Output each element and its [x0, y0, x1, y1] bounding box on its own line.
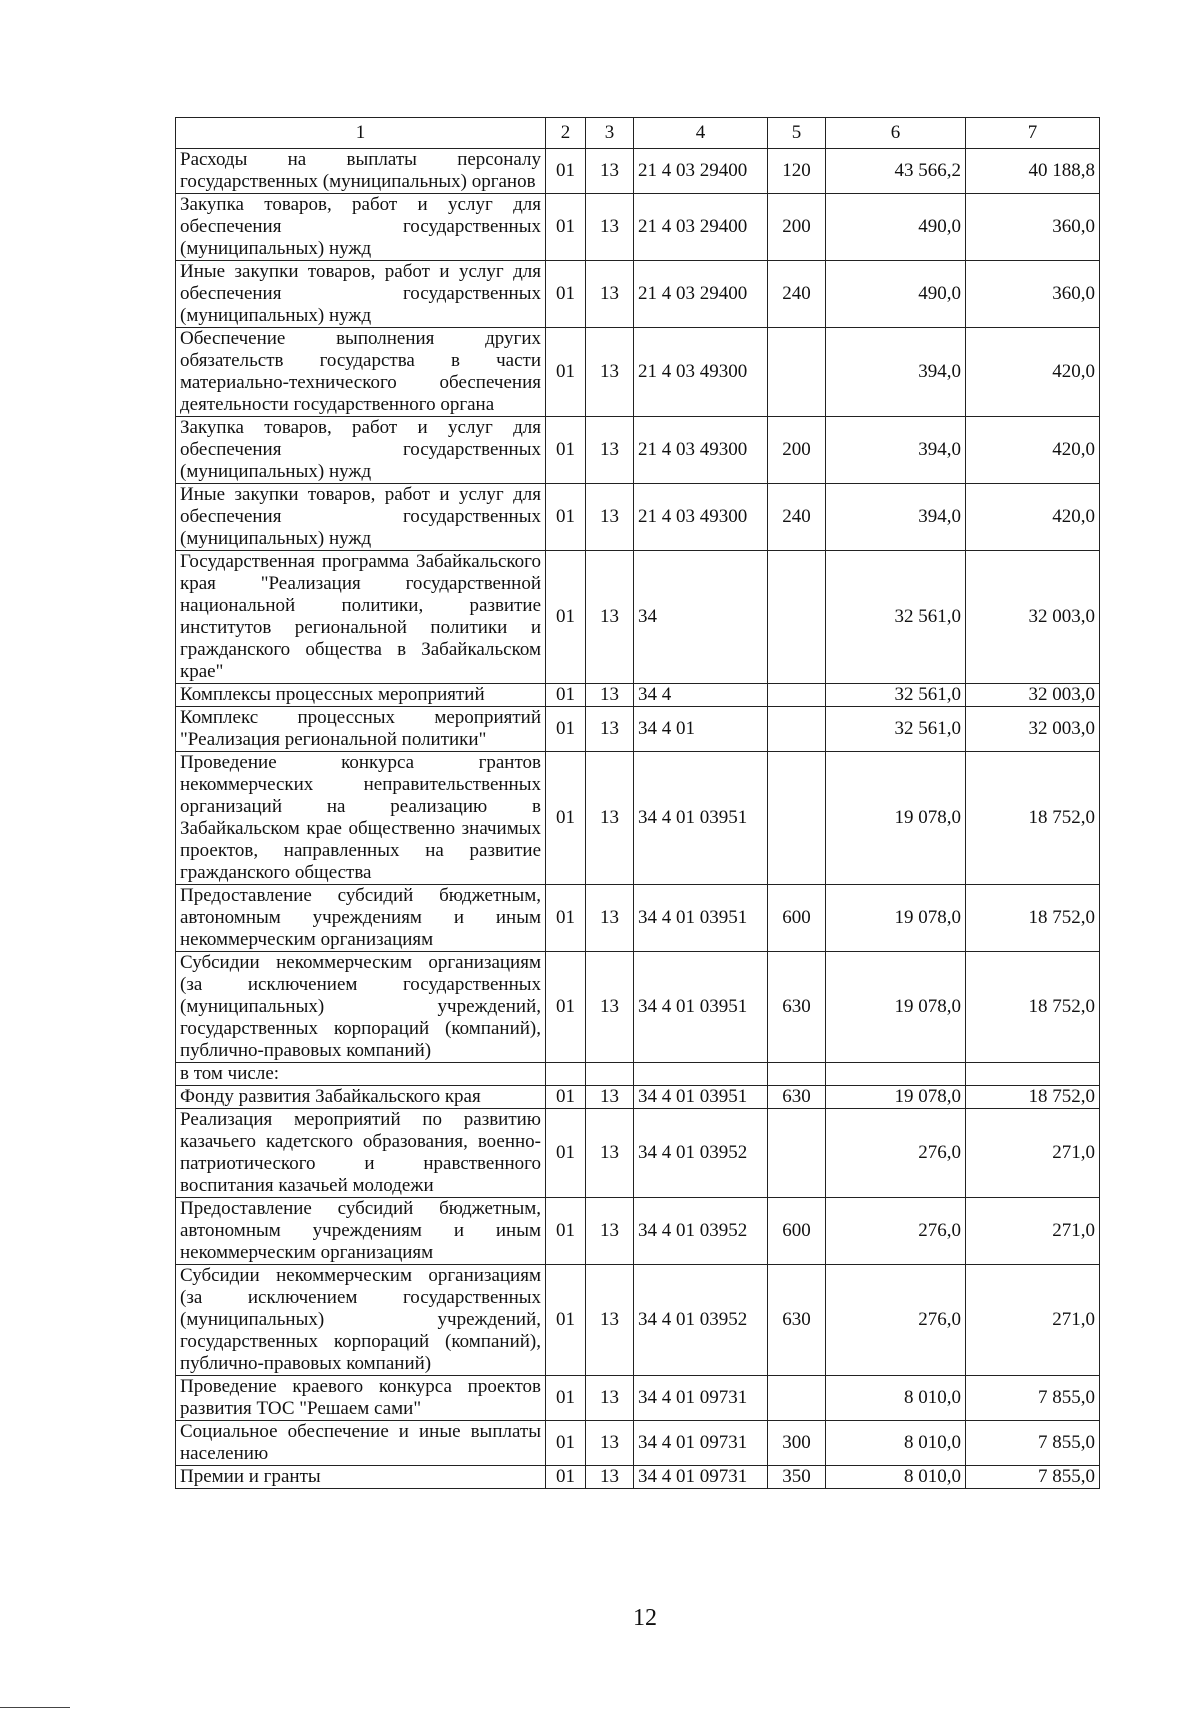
row-amount-col6: [826, 1063, 966, 1086]
row-section: 01: [546, 684, 586, 707]
row-amount-col6: 8 010,0: [826, 1376, 966, 1421]
row-expense-type: [768, 551, 826, 684]
row-section: 01: [546, 1109, 586, 1198]
row-amount-col7: 7 855,0: [966, 1466, 1100, 1489]
row-amount-col6: 276,0: [826, 1109, 966, 1198]
row-expense-type: 300: [768, 1421, 826, 1466]
row-name: Государственная программа Забайкальского края "Реализация государственной национальной политики, развитие институтов региональной политики и гражданского общества в Забайкальском крае": [176, 551, 546, 684]
row-target-code: 34 4: [634, 684, 768, 707]
row-target-code: 34 4 01 03952: [634, 1265, 768, 1376]
header-col-5: 5: [768, 118, 826, 149]
row-section: 01: [546, 1421, 586, 1466]
row-amount-col6: 32 561,0: [826, 684, 966, 707]
row-section: 01: [546, 952, 586, 1063]
row-expense-type: 120: [768, 149, 826, 194]
header-col-2: 2: [546, 118, 586, 149]
row-amount-col6: 32 561,0: [826, 707, 966, 752]
row-section: 01: [546, 707, 586, 752]
row-expense-type: [768, 707, 826, 752]
header-col-7: 7: [966, 118, 1100, 149]
margin-line: [0, 1707, 70, 1708]
table-row: [176, 1198, 1100, 1265]
row-expense-type: [768, 684, 826, 707]
row-amount-col7: 18 752,0: [966, 752, 1100, 885]
row-target-code: 21 4 03 49300: [634, 484, 768, 551]
row-section: 01: [546, 752, 586, 885]
row-amount-col6: 490,0: [826, 194, 966, 261]
row-subsection: 13: [586, 952, 634, 1063]
row-subsection: 13: [586, 1376, 634, 1421]
table-row: [176, 328, 1100, 417]
row-amount-col6: 19 078,0: [826, 885, 966, 952]
row-subsection: 13: [586, 752, 634, 885]
row-target-code: 21 4 03 29400: [634, 149, 768, 194]
row-name: Закупка товаров, работ и услуг для обеспечения государственных (муниципальных) нужд: [176, 417, 546, 484]
row-subsection: 13: [586, 684, 634, 707]
row-name: Иные закупки товаров, работ и услуг для обеспечения государственных (муниципальных) нужд: [176, 484, 546, 551]
row-name: Субсидии некоммерческим организациям (за исключением государственных (муниципальных) учреждений, государственных корпораций (компаний), публично-правовых компаний): [176, 1265, 546, 1376]
row-name: Иные закупки товаров, работ и услуг для обеспечения государственных (муниципальных) нужд: [176, 261, 546, 328]
row-name: Комплекс процессных мероприятий "Реализация региональной политики": [176, 707, 546, 752]
table-row: [176, 149, 1100, 194]
table-row: [176, 752, 1100, 885]
row-section: 01: [546, 484, 586, 551]
table-row: [176, 1466, 1100, 1489]
row-subsection: 13: [586, 149, 634, 194]
row-subsection: 13: [586, 194, 634, 261]
row-target-code: 34: [634, 551, 768, 684]
row-name: Субсидии некоммерческим организациям (за исключением государственных (муниципальных) учреждений, государственных корпораций (компаний), публично-правовых компаний): [176, 952, 546, 1063]
row-expense-type: 200: [768, 417, 826, 484]
row-expense-type: [768, 1376, 826, 1421]
row-amount-col6: 490,0: [826, 261, 966, 328]
header-col-4: 4: [634, 118, 768, 149]
row-amount-col6: 394,0: [826, 484, 966, 551]
row-name: Фонду развития Забайкальского края: [176, 1086, 546, 1109]
row-target-code: 34 4 01: [634, 707, 768, 752]
row-amount-col6: 394,0: [826, 328, 966, 417]
table-header-row: [176, 118, 1100, 149]
row-expense-type: [768, 752, 826, 885]
row-expense-type: 600: [768, 885, 826, 952]
row-amount-col6: 276,0: [826, 1198, 966, 1265]
row-target-code: 21 4 03 29400: [634, 261, 768, 328]
row-amount-col6: 19 078,0: [826, 752, 966, 885]
row-target-code: 34 4 01 09731: [634, 1376, 768, 1421]
row-section: 01: [546, 1376, 586, 1421]
row-expense-type: 630: [768, 1265, 826, 1376]
row-subsection: 13: [586, 1466, 634, 1489]
page-number: 12: [633, 1605, 657, 1631]
table-row: [176, 684, 1100, 707]
row-section: 01: [546, 1265, 586, 1376]
table-row: [176, 484, 1100, 551]
row-name: Проведение краевого конкурса проектов развития ТОС "Решаем сами": [176, 1376, 546, 1421]
row-target-code: 21 4 03 49300: [634, 328, 768, 417]
row-section: 01: [546, 1466, 586, 1489]
row-name: Проведение конкурса грантов некоммерческих неправительственных организаций на реализацию в Забайкальском крае общественно значимых проектов, направленных на развитие гражданского общества: [176, 752, 546, 885]
row-target-code: 34 4 01 03951: [634, 885, 768, 952]
row-target-code: 34 4 01 03951: [634, 1086, 768, 1109]
row-expense-type: 350: [768, 1466, 826, 1489]
row-target-code: 34 4 01 09731: [634, 1466, 768, 1489]
row-amount-col7: 420,0: [966, 328, 1100, 417]
header-col-1: 1: [176, 118, 546, 149]
row-amount-col6: 43 566,2: [826, 149, 966, 194]
row-name: Расходы на выплаты персоналу государственных (муниципальных) органов: [176, 149, 546, 194]
row-subsection: 13: [586, 328, 634, 417]
row-amount-col6: 8 010,0: [826, 1466, 966, 1489]
row-name: Реализация мероприятий по развитию казачьего кадетского образования, военно-патриотического и нравственного воспитания казачьей молодежи: [176, 1109, 546, 1198]
row-section: 01: [546, 551, 586, 684]
row-expense-type: [768, 328, 826, 417]
row-section: [546, 1063, 586, 1086]
row-amount-col6: 19 078,0: [826, 1086, 966, 1109]
row-amount-col7: 18 752,0: [966, 885, 1100, 952]
table-row: [176, 952, 1100, 1063]
row-amount-col7: 271,0: [966, 1198, 1100, 1265]
row-amount-col7: 271,0: [966, 1109, 1100, 1198]
table-row: [176, 1086, 1100, 1109]
row-target-code: 34 4 01 03952: [634, 1109, 768, 1198]
row-subsection: 13: [586, 484, 634, 551]
row-name: Премии и гранты: [176, 1466, 546, 1489]
row-expense-type: 600: [768, 1198, 826, 1265]
header-col-6: 6: [826, 118, 966, 149]
row-subsection: 13: [586, 1086, 634, 1109]
row-amount-col7: 32 003,0: [966, 684, 1100, 707]
row-name: в том числе:: [176, 1063, 546, 1086]
row-expense-type: 630: [768, 952, 826, 1063]
row-amount-col6: 19 078,0: [826, 952, 966, 1063]
row-subsection: 13: [586, 261, 634, 328]
row-name: Обеспечение выполнения других обязательств государства в части материально-технического обеспечения деятельности государственного органа: [176, 328, 546, 417]
row-amount-col7: 7 855,0: [966, 1421, 1100, 1466]
row-target-code: 34 4 01 03951: [634, 752, 768, 885]
row-section: 01: [546, 194, 586, 261]
row-amount-col7: 32 003,0: [966, 707, 1100, 752]
row-amount-col6: 32 561,0: [826, 551, 966, 684]
row-amount-col7: 360,0: [966, 194, 1100, 261]
row-target-code: [634, 1063, 768, 1086]
row-section: 01: [546, 1086, 586, 1109]
row-section: 01: [546, 261, 586, 328]
table-row: [176, 1063, 1100, 1086]
row-expense-type: [768, 1109, 826, 1198]
table-row: [176, 1421, 1100, 1466]
row-amount-col7: 420,0: [966, 417, 1100, 484]
row-name: Социальное обеспечение и иные выплаты населению: [176, 1421, 546, 1466]
row-target-code: 21 4 03 49300: [634, 417, 768, 484]
row-expense-type: [768, 1063, 826, 1086]
row-section: 01: [546, 1198, 586, 1265]
row-name: Комплексы процессных мероприятий: [176, 684, 546, 707]
row-name: Предоставление субсидий бюджетным, автономным учреждениям и иным некоммерческим организациям: [176, 1198, 546, 1265]
row-amount-col6: 394,0: [826, 417, 966, 484]
row-subsection: 13: [586, 885, 634, 952]
row-expense-type: 200: [768, 194, 826, 261]
table-row: [176, 1265, 1100, 1376]
table-body: [176, 149, 1100, 1489]
row-amount-col6: 8 010,0: [826, 1421, 966, 1466]
row-amount-col7: 420,0: [966, 484, 1100, 551]
row-amount-col7: 271,0: [966, 1265, 1100, 1376]
row-amount-col7: 360,0: [966, 261, 1100, 328]
row-subsection: 13: [586, 1109, 634, 1198]
row-subsection: 13: [586, 707, 634, 752]
row-target-code: 34 4 01 03952: [634, 1198, 768, 1265]
row-target-code: 34 4 01 09731: [634, 1421, 768, 1466]
table-row: [176, 885, 1100, 952]
row-expense-type: 240: [768, 484, 826, 551]
row-expense-type: 240: [768, 261, 826, 328]
budget-table: [175, 117, 1100, 1489]
row-amount-col7: 18 752,0: [966, 1086, 1100, 1109]
row-amount-col7: 40 188,8: [966, 149, 1100, 194]
row-subsection: 13: [586, 1198, 634, 1265]
row-section: 01: [546, 417, 586, 484]
table-row: [176, 1376, 1100, 1421]
row-section: 01: [546, 328, 586, 417]
row-target-code: 21 4 03 29400: [634, 194, 768, 261]
row-amount-col7: 7 855,0: [966, 1376, 1100, 1421]
header-col-3: 3: [586, 118, 634, 149]
table-row: [176, 1109, 1100, 1198]
table-row: [176, 707, 1100, 752]
row-section: 01: [546, 885, 586, 952]
row-target-code: 34 4 01 03951: [634, 952, 768, 1063]
row-subsection: 13: [586, 1265, 634, 1376]
row-amount-col7: 18 752,0: [966, 952, 1100, 1063]
row-section: 01: [546, 149, 586, 194]
row-subsection: [586, 1063, 634, 1086]
row-subsection: 13: [586, 417, 634, 484]
row-name: Закупка товаров, работ и услуг для обеспечения государственных (муниципальных) нужд: [176, 194, 546, 261]
table-row: [176, 194, 1100, 261]
row-amount-col7: 32 003,0: [966, 551, 1100, 684]
table-row: [176, 551, 1100, 684]
table-row: [176, 417, 1100, 484]
table-row: [176, 261, 1100, 328]
row-subsection: 13: [586, 1421, 634, 1466]
row-amount-col6: 276,0: [826, 1265, 966, 1376]
row-expense-type: 630: [768, 1086, 826, 1109]
row-amount-col7: [966, 1063, 1100, 1086]
row-subsection: 13: [586, 551, 634, 684]
row-name: Предоставление субсидий бюджетным, автономным учреждениям и иным некоммерческим организациям: [176, 885, 546, 952]
